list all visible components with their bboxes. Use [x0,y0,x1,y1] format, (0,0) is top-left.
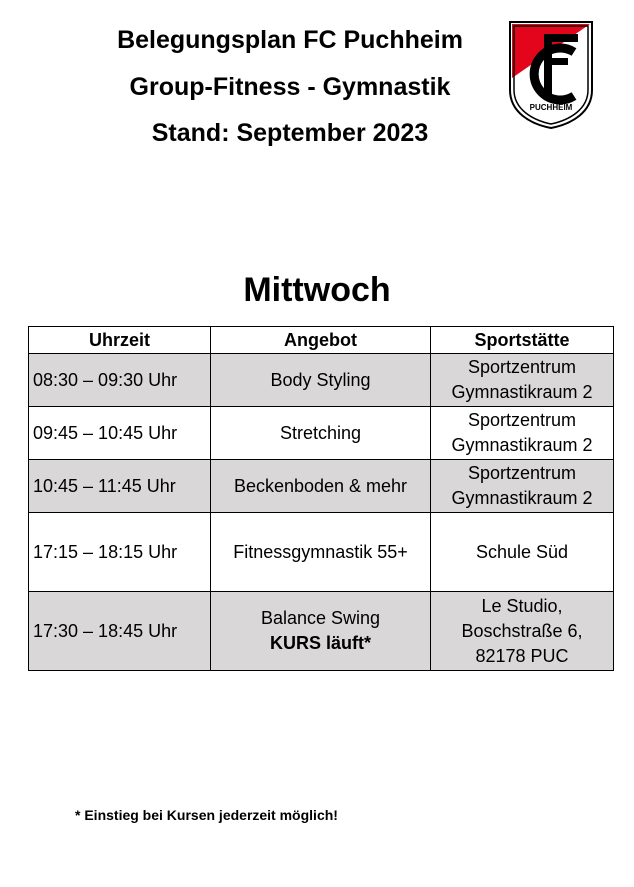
venue-line: Le Studio, [481,595,563,616]
cell-offer [211,513,431,592]
table-row [29,460,614,513]
cell-time: 09:45 – 10:45 Uhr [29,407,211,460]
offer-name: Fitnessgymnastik 55+ [233,541,408,562]
schedule-table [28,326,614,671]
venue-line: Sportzentrum [467,463,577,483]
venue-line: Gymnastikraum 2 [451,435,593,455]
venue-line: 82178 PUC [475,645,569,666]
venue-line: Boschstraße 6, [461,620,583,641]
cell-time: 17:15 – 18:15 Uhr [29,513,211,592]
cell-time: 10:45 – 11:45 Uhr [29,460,211,513]
venue-line: Schule Süd [475,541,569,562]
title-date: Stand: September 2023 [151,119,429,147]
cell-venue [431,592,614,671]
venue-line: Sportzentrum [467,410,577,430]
title-category: Group-Fitness - Gymnastik [129,73,451,101]
logo-text: PUCHHEIM [529,103,573,112]
offer-name: Body Styling [270,369,371,390]
cell-venue [431,460,614,513]
column-header-time: Uhrzeit [29,327,211,354]
venue-line: Sportzentrum [467,357,577,377]
cell-offer [211,354,431,407]
cell-venue [431,407,614,460]
table-row [29,513,614,592]
cell-offer [211,592,431,671]
offer-note: KURS läuft* [269,633,371,653]
table-row [29,354,614,407]
offer-name: Balance Swing [260,608,381,628]
column-header-offer: Angebot [211,327,431,354]
offer-name: Beckenboden & mehr [233,475,408,496]
table-header-row [29,327,614,354]
column-header-venue: Sportstätte [431,327,614,354]
title-club: Belegungsplan FC Puchheim [117,26,463,54]
table-row [29,592,614,671]
venue-line: Gymnastikraum 2 [451,382,593,402]
cell-offer [211,407,431,460]
cell-time: 08:30 – 09:30 Uhr [29,354,211,407]
venue-line: Gymnastikraum 2 [451,488,593,508]
cell-time: 17:30 – 18:45 Uhr [29,592,211,671]
club-logo-icon [508,20,594,130]
day-heading: Mittwoch [243,271,391,309]
cell-venue [431,513,614,592]
table-row [29,407,614,460]
footnote: * Einstieg bei Kursen jederzeit möglich! [75,807,338,823]
cell-venue [431,354,614,407]
offer-name: Stretching [279,422,362,443]
cell-offer [211,460,431,513]
